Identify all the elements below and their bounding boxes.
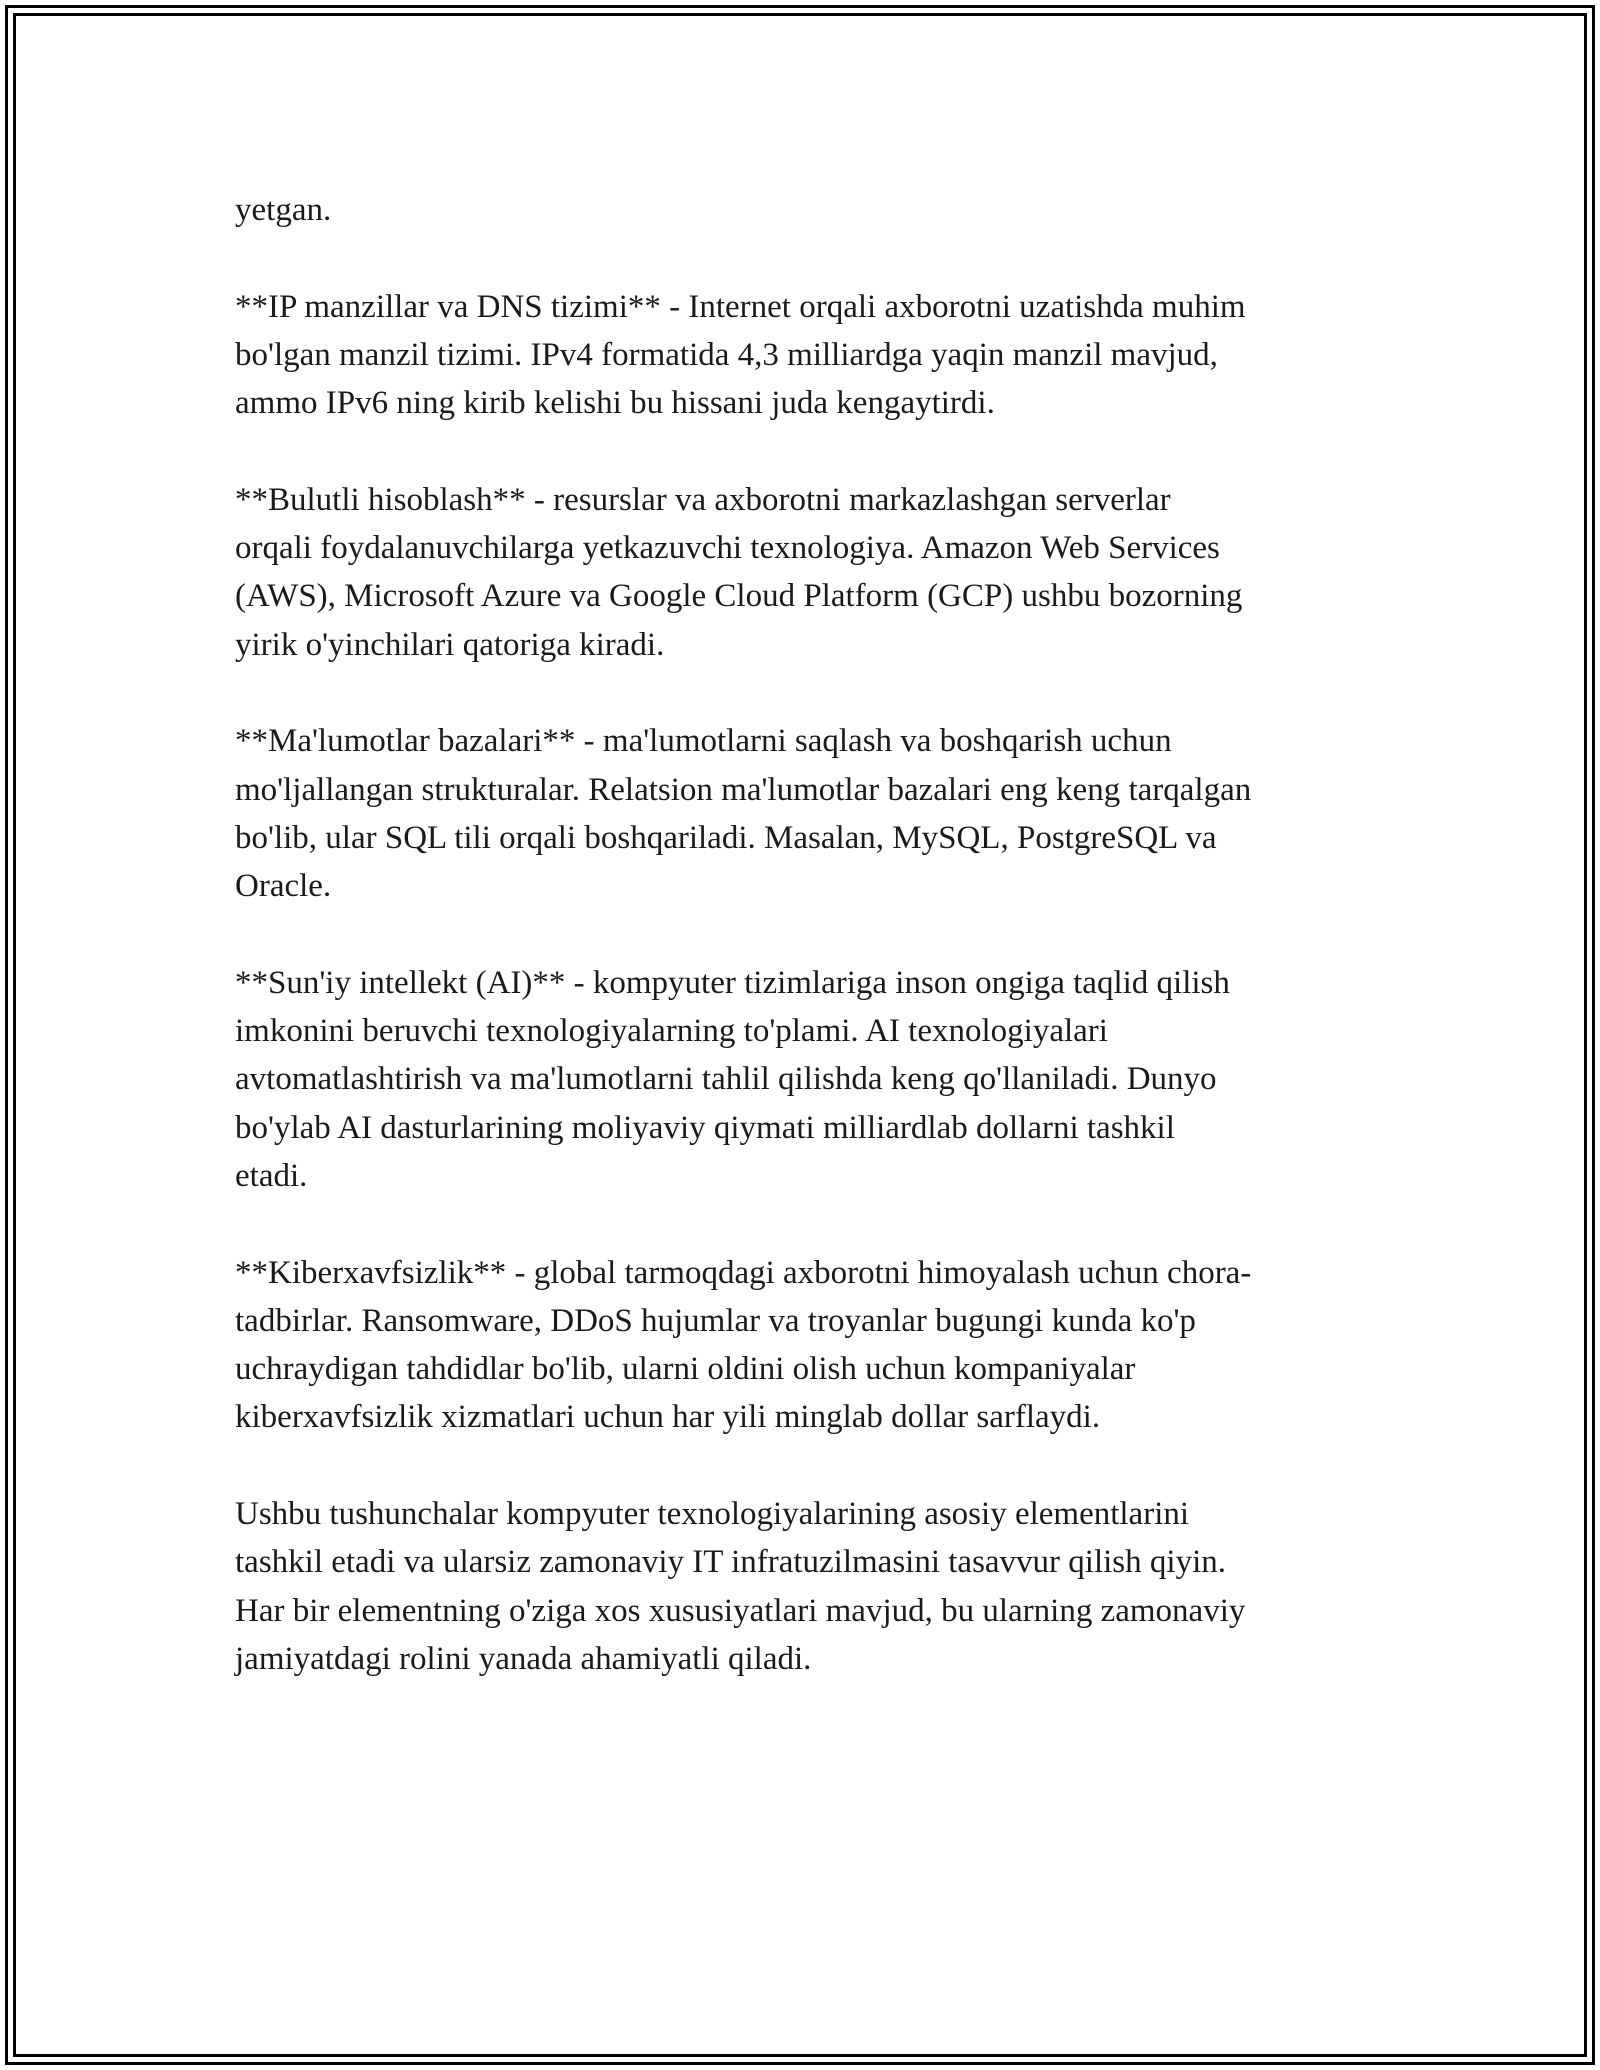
paragraph-continuation: yetgan. — [235, 192, 332, 228]
paragraph-cloud-computing: **Bulutli hisoblash** - resurslar va axborotni markazlashgan serverlar orqali foydalanuvchilarga yetkazuvchi texnologiya. Amazon Web Services (AWS), Microsoft Azure va Google Cloud Platform (GCP) ushbu bozorning yirik o'yinchilari qatoriga kiradi. — [235, 481, 1243, 663]
paragraph-conclusion: Ushbu tushunchalar kompyuter texnologiyalarining asosiy elementlarini tashkil etadi va ularsiz zamonaviy IT infratuzilmasini tasavvur qilish qiyin. Har bir elementning o'ziga xos xususiyatlari mavjud, bu ularning zamonaviy jamiyatdagi rolini yanada ahamiyatli qiladi. — [235, 1496, 1246, 1677]
paragraph-ip-dns: **IP manzillar va DNS tizimi** - Internet orqali axborotni uzatishda muhim bo'lgan manzil tizimi. IPv4 formatida 4,3 milliardga yaqin manzil mavjud, ammo IPv6 ning kirib kelishi bu hissani juda kengaytirdi. — [235, 288, 1246, 422]
paragraph-databases: **Ma'lumotlar bazalari** - ma'lumotlarni saqlash va boshqarish uchun mo'ljallangan strukturalar. Relatsion ma'lumotlar bazalari eng keng tarqalgan bo'lib, ular SQL tili orqali boshqariladi. Masalan, MySQL, PostgreSQL va Oracle. — [235, 723, 1252, 905]
paragraph-artificial-intelligence: **Sun'iy intellekt (AI)** - kompyuter tizimlariga inson ongiga taqlid qilish imkonini beruvchi texnologiyalarning to'plami. AI texnologiyalari avtomatlashtirish va ma'lumotlarni tahlil qilishda keng qo'llaniladi. Dunyo bo'ylab AI dasturlarining moliyaviy qiymati milliardlab dollarni tashkil etadi. — [235, 964, 1230, 1194]
paragraph-cybersecurity: **Kiberxavfsizlik** - global tarmoqdagi axborotni himoyalash uchun chora- tadbirlar. Ransomware, DDoS hujumlar va troyanlar bugungi kunda ko'p uchraydigan tahdidlar bo'lib, ularni oldini olish uchun kompaniyalar kiberxavfsizlik xizmatlari uchun har yili minglab dollar sarflaydi. — [235, 1254, 1252, 1436]
document-body — [235, 186, 1375, 1732]
